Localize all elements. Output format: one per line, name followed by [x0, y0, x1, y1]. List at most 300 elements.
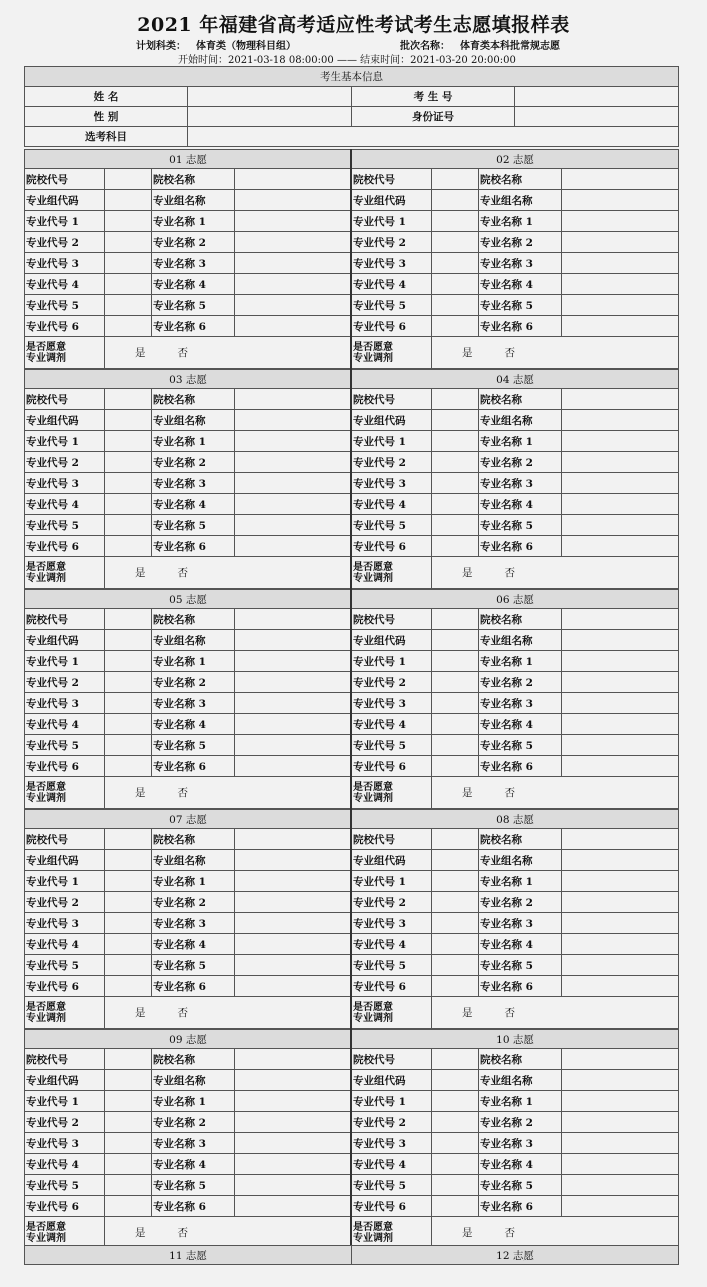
major-code-5-label: 专业代号 5: [25, 735, 105, 756]
school-code-label: 院校代号: [25, 609, 105, 630]
choice-block: [351, 1029, 679, 1249]
major-code-3-label: 专业代号 3: [25, 913, 105, 934]
major-code-2-label: 专业代号 2: [352, 452, 432, 473]
major-name-4-field[interactable]: [235, 274, 352, 295]
major-name-2-field[interactable]: [235, 452, 352, 473]
time-range: [178, 51, 516, 66]
major-name-5-field[interactable]: [235, 735, 352, 756]
major-name-3-label: 专业名称 3: [479, 253, 562, 274]
adjust-label-line2: 专业调剂: [26, 572, 66, 584]
group-name-field[interactable]: [235, 190, 352, 211]
major-code-6-field[interactable]: [432, 1196, 479, 1217]
major-code-6-label: 专业代号 6: [25, 976, 105, 997]
major-code-3-label: 专业代号 3: [352, 473, 432, 494]
adjust-yes-option[interactable]: 是: [462, 1227, 473, 1239]
major-code-3-field[interactable]: [432, 1133, 479, 1154]
major-code-2-label: 专业代号 2: [25, 452, 105, 473]
major-code-3-field[interactable]: [432, 913, 479, 934]
major-name-1-field[interactable]: [562, 651, 679, 672]
major-name-4-field[interactable]: [562, 274, 679, 295]
major-code-6-field[interactable]: [432, 976, 479, 997]
adjust-label-line2: 专业调剂: [26, 792, 66, 804]
major-code-5-label: 专业代号 5: [352, 1175, 432, 1196]
adjust-label-line1: 是否愿意: [353, 341, 393, 353]
group-name-label: 专业组名称: [152, 630, 235, 651]
choice-block: [351, 149, 679, 369]
major-code-2-field[interactable]: [105, 452, 152, 473]
group-code-label: 专业组代码: [25, 1070, 105, 1091]
choice-block: [24, 369, 352, 589]
group-name-field[interactable]: [562, 190, 679, 211]
major-name-3-field[interactable]: [235, 473, 352, 494]
major-code-3-field[interactable]: [105, 253, 152, 274]
major-name-2-field[interactable]: [235, 892, 352, 913]
adjust-label: [25, 1217, 105, 1249]
group-name-label: 专业组名称: [152, 410, 235, 431]
adjust-label: [352, 1217, 432, 1249]
school-code-field[interactable]: [432, 829, 479, 850]
major-name-5-label: 专业名称 5: [152, 295, 235, 316]
major-code-5-field[interactable]: [105, 1175, 152, 1196]
adjust-label-line2: 专业调剂: [353, 352, 393, 364]
major-name-6-label: 专业名称 6: [479, 316, 562, 337]
major-name-4-label: 专业名称 4: [152, 494, 235, 515]
adjust-no-option[interactable]: 否: [504, 347, 515, 359]
major-name-1-field[interactable]: [235, 1091, 352, 1112]
major-name-1-label: 专业名称 1: [152, 211, 235, 232]
major-code-1-field[interactable]: [105, 431, 152, 452]
major-code-1-label: 专业代号 1: [352, 431, 432, 452]
adjust-no-option[interactable]: 否: [177, 1227, 188, 1239]
adjust-yes-option[interactable]: 是: [462, 1007, 473, 1019]
major-code-5-field[interactable]: [432, 295, 479, 316]
school-name-field[interactable]: [562, 389, 679, 410]
adjust-label-line1: 是否愿意: [353, 781, 393, 793]
adjust-yes-option[interactable]: 是: [135, 787, 146, 799]
school-name-label: 院校名称: [152, 169, 235, 190]
major-code-6-label: 专业代号 6: [352, 536, 432, 557]
major-code-4-field[interactable]: [432, 494, 479, 515]
school-code-field[interactable]: [105, 829, 152, 850]
major-code-2-label: 专业代号 2: [25, 672, 105, 693]
adjust-no-option[interactable]: 否: [177, 567, 188, 579]
school-name-label: 院校名称: [152, 609, 235, 630]
major-code-1-label: 专业代号 1: [25, 871, 105, 892]
major-code-2-label: 专业代号 2: [352, 1112, 432, 1133]
major-name-6-field[interactable]: [562, 536, 679, 557]
major-name-2-field[interactable]: [562, 892, 679, 913]
major-name-4-label: 专业名称 4: [479, 274, 562, 295]
group-code-field[interactable]: [105, 630, 152, 651]
major-name-4-field[interactable]: [235, 1154, 352, 1175]
major-name-3-label: 专业名称 3: [479, 913, 562, 934]
school-code-field[interactable]: [105, 169, 152, 190]
major-name-5-field[interactable]: [562, 955, 679, 976]
major-code-5-field[interactable]: [432, 955, 479, 976]
major-name-6-field[interactable]: [562, 1196, 679, 1217]
major-code-6-label: 专业代号 6: [25, 316, 105, 337]
major-code-1-label: 专业代号 1: [352, 871, 432, 892]
school-name-field[interactable]: [562, 1049, 679, 1070]
major-name-1-field[interactable]: [562, 871, 679, 892]
major-code-1-label: 专业代号 1: [25, 651, 105, 672]
adjust-no-option[interactable]: 否: [504, 567, 515, 579]
major-code-2-field[interactable]: [432, 452, 479, 473]
major-name-3-field[interactable]: [562, 1133, 679, 1154]
major-name-1-label: 专业名称 1: [479, 211, 562, 232]
major-code-6-field[interactable]: [105, 316, 152, 337]
major-name-1-label: 专业名称 1: [152, 651, 235, 672]
major-code-6-field[interactable]: [432, 316, 479, 337]
major-code-2-label: 专业代号 2: [352, 232, 432, 253]
major-code-6-field[interactable]: [105, 1196, 152, 1217]
major-code-2-field[interactable]: [105, 1112, 152, 1133]
school-code-field[interactable]: [432, 389, 479, 410]
major-name-2-field[interactable]: [235, 232, 352, 253]
school-code-field[interactable]: [105, 1049, 152, 1070]
adjust-label-line2: 专业调剂: [26, 352, 66, 364]
major-code-1-field[interactable]: [432, 211, 479, 232]
major-name-4-label: 专业名称 4: [152, 714, 235, 735]
group-name-field[interactable]: [562, 630, 679, 651]
adjust-options: [432, 557, 679, 589]
major-code-5-field[interactable]: [432, 735, 479, 756]
major-name-2-field[interactable]: [562, 672, 679, 693]
school-code-field[interactable]: [432, 609, 479, 630]
major-name-3-field[interactable]: [562, 253, 679, 274]
major-name-3-label: 专业名称 3: [152, 913, 235, 934]
group-code-label: 专业组代码: [25, 190, 105, 211]
major-name-6-field[interactable]: [235, 1196, 352, 1217]
major-code-4-field[interactable]: [105, 494, 152, 515]
group-code-label: 专业组代码: [25, 850, 105, 871]
major-code-3-label: 专业代号 3: [25, 473, 105, 494]
major-name-2-field[interactable]: [562, 452, 679, 473]
school-code-label: 院校代号: [352, 389, 432, 410]
major-code-6-field[interactable]: [105, 976, 152, 997]
group-name-field[interactable]: [235, 850, 352, 871]
major-code-2-label: 专业代号 2: [25, 232, 105, 253]
major-name-6-field[interactable]: [562, 756, 679, 777]
major-name-5-label: 专业名称 5: [479, 1175, 562, 1196]
major-code-4-label: 专业代号 4: [25, 714, 105, 735]
major-name-3-field[interactable]: [562, 473, 679, 494]
major-name-4-label: 专业名称 4: [479, 934, 562, 955]
major-name-1-field[interactable]: [562, 211, 679, 232]
id-number-label: 身份证号: [352, 107, 515, 127]
major-code-2-field[interactable]: [105, 232, 152, 253]
school-code-label: 院校代号: [352, 1049, 432, 1070]
major-code-1-field[interactable]: [432, 871, 479, 892]
major-code-1-field[interactable]: [105, 871, 152, 892]
group-code-field[interactable]: [105, 410, 152, 431]
adjust-label: [352, 337, 432, 369]
group-name-field[interactable]: [235, 410, 352, 431]
exam-number-field[interactable]: [515, 87, 679, 107]
major-code-1-label: 专业代号 1: [352, 1091, 432, 1112]
choice-block: [24, 149, 352, 369]
major-code-4-field[interactable]: [432, 714, 479, 735]
adjust-label-line2: 专业调剂: [353, 792, 393, 804]
adjust-label-line2: 专业调剂: [353, 1012, 393, 1024]
adjust-label: [25, 777, 105, 809]
adjust-yes-option[interactable]: 是: [462, 567, 473, 579]
adjust-no-option[interactable]: 否: [177, 1007, 188, 1019]
adjust-label-line1: 是否愿意: [26, 341, 66, 353]
major-name-2-label: 专业名称 2: [479, 232, 562, 253]
major-name-1-field[interactable]: [235, 651, 352, 672]
major-code-3-field[interactable]: [105, 1133, 152, 1154]
major-code-4-field[interactable]: [105, 714, 152, 735]
name-field[interactable]: [188, 87, 352, 107]
major-code-4-field[interactable]: [105, 934, 152, 955]
adjust-no-option[interactable]: 否: [177, 787, 188, 799]
choices-right-column: [351, 149, 678, 1249]
major-name-6-label: 专业名称 6: [479, 756, 562, 777]
subjects-field[interactable]: [188, 127, 679, 147]
major-name-3-field[interactable]: [562, 693, 679, 714]
major-code-6-field[interactable]: [105, 536, 152, 557]
major-name-1-field[interactable]: [235, 211, 352, 232]
major-code-5-field[interactable]: [105, 735, 152, 756]
major-code-1-label: 专业代号 1: [25, 211, 105, 232]
adjust-options: [432, 1217, 679, 1249]
start-label: 开始时间：: [178, 55, 228, 66]
major-code-6-field[interactable]: [432, 756, 479, 777]
major-code-5-field[interactable]: [105, 515, 152, 536]
major-code-4-field[interactable]: [105, 1154, 152, 1175]
major-code-6-label: 专业代号 6: [352, 1196, 432, 1217]
major-name-6-field[interactable]: [235, 756, 352, 777]
name-label: 姓 名: [25, 87, 188, 107]
major-name-2-label: 专业名称 2: [479, 892, 562, 913]
major-code-4-field[interactable]: [432, 1154, 479, 1175]
major-code-5-field[interactable]: [432, 515, 479, 536]
major-name-6-field[interactable]: [235, 976, 352, 997]
group-code-field[interactable]: [105, 1070, 152, 1091]
major-code-6-label: 专业代号 6: [352, 756, 432, 777]
major-name-4-field[interactable]: [235, 494, 352, 515]
choice-header: 07 志愿: [25, 810, 352, 829]
major-name-3-field[interactable]: [235, 913, 352, 934]
school-name-field[interactable]: [562, 169, 679, 190]
major-name-4-field[interactable]: [562, 934, 679, 955]
major-code-3-field[interactable]: [105, 693, 152, 714]
form-title: 2021 年福建省高考适应性考试考生志愿填报样表: [137, 14, 570, 36]
adjust-no-option[interactable]: 否: [177, 347, 188, 359]
major-name-5-field[interactable]: [235, 1175, 352, 1196]
adjust-yes-option[interactable]: 是: [135, 567, 146, 579]
major-name-2-field[interactable]: [562, 1112, 679, 1133]
group-name-field[interactable]: [562, 1070, 679, 1091]
group-code-field[interactable]: [105, 850, 152, 871]
major-name-5-label: 专业名称 5: [152, 1175, 235, 1196]
major-name-4-field[interactable]: [235, 934, 352, 955]
adjust-options: [105, 337, 352, 369]
major-code-6-field[interactable]: [432, 536, 479, 557]
group-name-label: 专业组名称: [479, 850, 562, 871]
major-name-1-label: 专业名称 1: [152, 1091, 235, 1112]
school-code-label: 院校代号: [25, 389, 105, 410]
major-name-6-field[interactable]: [562, 316, 679, 337]
group-name-label: 专业组名称: [479, 630, 562, 651]
school-name-field[interactable]: [235, 829, 352, 850]
school-name-label: 院校名称: [479, 169, 562, 190]
major-name-4-field[interactable]: [562, 714, 679, 735]
major-name-4-field[interactable]: [235, 714, 352, 735]
major-code-2-field[interactable]: [432, 892, 479, 913]
group-code-field[interactable]: [105, 190, 152, 211]
school-code-field[interactable]: [432, 169, 479, 190]
adjust-yes-option[interactable]: 是: [135, 1227, 146, 1239]
major-code-3-field[interactable]: [105, 913, 152, 934]
major-name-3-label: 专业名称 3: [479, 693, 562, 714]
school-name-label: 院校名称: [479, 609, 562, 630]
school-name-label: 院校名称: [479, 389, 562, 410]
major-code-3-label: 专业代号 3: [25, 1133, 105, 1154]
major-code-2-field[interactable]: [432, 1112, 479, 1133]
major-name-3-field[interactable]: [235, 253, 352, 274]
choice-block: [351, 809, 679, 1029]
choice-header: 03 志愿: [25, 370, 352, 389]
major-code-5-label: 专业代号 5: [352, 295, 432, 316]
group-code-field[interactable]: [432, 190, 479, 211]
major-name-3-field[interactable]: [235, 693, 352, 714]
major-code-1-label: 专业代号 1: [352, 651, 432, 672]
major-code-3-field[interactable]: [432, 253, 479, 274]
major-code-3-label: 专业代号 3: [352, 693, 432, 714]
major-name-3-field[interactable]: [235, 1133, 352, 1154]
major-name-6-field[interactable]: [235, 316, 352, 337]
major-code-1-field[interactable]: [432, 1091, 479, 1112]
choice-header: 06 志愿: [352, 590, 679, 609]
exam-number-label: 考 生 号: [352, 87, 515, 107]
group-name-field[interactable]: [235, 1070, 352, 1091]
major-name-5-field[interactable]: [562, 295, 679, 316]
adjust-label-line2: 专业调剂: [26, 1232, 66, 1244]
major-code-1-field[interactable]: [105, 211, 152, 232]
school-name-field[interactable]: [235, 1049, 352, 1070]
major-name-1-field[interactable]: [562, 1091, 679, 1112]
school-name-field[interactable]: [562, 609, 679, 630]
school-name-field[interactable]: [562, 829, 679, 850]
major-code-1-label: 专业代号 1: [352, 211, 432, 232]
group-code-label: 专业组代码: [352, 190, 432, 211]
major-code-3-field[interactable]: [105, 473, 152, 494]
major-code-6-field[interactable]: [105, 756, 152, 777]
major-name-3-field[interactable]: [562, 913, 679, 934]
adjust-no-option[interactable]: 否: [504, 787, 515, 799]
end-value: 2021-03-20 20:00:00: [410, 55, 516, 66]
major-name-2-field[interactable]: [562, 232, 679, 253]
group-code-field[interactable]: [432, 850, 479, 871]
major-name-4-field[interactable]: [562, 1154, 679, 1175]
major-name-5-field[interactable]: [562, 735, 679, 756]
major-code-4-field[interactable]: [432, 934, 479, 955]
adjust-label-line2: 专业调剂: [26, 1012, 66, 1024]
adjust-yes-option[interactable]: 是: [135, 347, 146, 359]
major-code-3-field[interactable]: [432, 473, 479, 494]
major-name-1-field[interactable]: [562, 431, 679, 452]
major-name-2-label: 专业名称 2: [479, 1112, 562, 1133]
group-code-field[interactable]: [432, 1070, 479, 1091]
major-name-4-field[interactable]: [562, 494, 679, 515]
major-code-1-field[interactable]: [105, 1091, 152, 1112]
major-name-2-field[interactable]: [235, 1112, 352, 1133]
choice-header: 10 志愿: [352, 1030, 679, 1049]
major-code-4-field[interactable]: [432, 274, 479, 295]
adjust-label: [352, 997, 432, 1029]
major-code-3-field[interactable]: [432, 693, 479, 714]
school-name-field[interactable]: [235, 389, 352, 410]
school-name-field[interactable]: [235, 169, 352, 190]
major-code-2-field[interactable]: [432, 232, 479, 253]
column-divider: [350, 149, 352, 1265]
major-code-4-field[interactable]: [105, 274, 152, 295]
school-code-field[interactable]: [432, 1049, 479, 1070]
adjust-yes-option[interactable]: 是: [135, 1007, 146, 1019]
group-code-field[interactable]: [432, 410, 479, 431]
major-name-5-label: 专业名称 5: [479, 515, 562, 536]
major-code-4-label: 专业代号 4: [25, 494, 105, 515]
major-code-1-field[interactable]: [432, 651, 479, 672]
major-name-1-field[interactable]: [235, 871, 352, 892]
choice-block: [24, 809, 352, 1029]
adjust-no-option[interactable]: 否: [504, 1227, 515, 1239]
major-name-5-field[interactable]: [235, 295, 352, 316]
major-name-6-field[interactable]: [562, 976, 679, 997]
adjust-no-option[interactable]: 否: [504, 1007, 515, 1019]
major-code-2-field[interactable]: [432, 672, 479, 693]
plan-category: [136, 37, 296, 52]
start-value: 2021-03-18 08:00:00: [228, 55, 334, 66]
major-code-2-label: 专业代号 2: [25, 892, 105, 913]
adjust-options: [105, 557, 352, 589]
adjust-yes-option[interactable]: 是: [462, 347, 473, 359]
major-name-5-field[interactable]: [235, 515, 352, 536]
major-code-1-field[interactable]: [432, 431, 479, 452]
major-code-2-field[interactable]: [105, 672, 152, 693]
gender-field[interactable]: [188, 107, 352, 127]
major-code-3-label: 专业代号 3: [25, 253, 105, 274]
major-code-5-field[interactable]: [432, 1175, 479, 1196]
major-name-5-field[interactable]: [235, 955, 352, 976]
major-name-6-field[interactable]: [235, 536, 352, 557]
school-name-field[interactable]: [235, 609, 352, 630]
major-name-5-field[interactable]: [562, 515, 679, 536]
choice-header: 02 志愿: [352, 150, 679, 169]
major-name-2-label: 专业名称 2: [479, 452, 562, 473]
major-code-2-field[interactable]: [105, 892, 152, 913]
group-name-field[interactable]: [562, 850, 679, 871]
school-code-field[interactable]: [105, 609, 152, 630]
group-name-field[interactable]: [235, 630, 352, 651]
id-number-field[interactable]: [515, 107, 679, 127]
major-code-5-field[interactable]: [105, 295, 152, 316]
major-code-5-field[interactable]: [105, 955, 152, 976]
group-name-field[interactable]: [562, 410, 679, 431]
group-code-field[interactable]: [432, 630, 479, 651]
adjust-yes-option[interactable]: 是: [462, 787, 473, 799]
school-code-field[interactable]: [105, 389, 152, 410]
major-name-1-field[interactable]: [235, 431, 352, 452]
major-name-3-label: 专业名称 3: [479, 1133, 562, 1154]
major-code-1-field[interactable]: [105, 651, 152, 672]
major-name-2-field[interactable]: [235, 672, 352, 693]
major-code-5-label: 专业代号 5: [25, 295, 105, 316]
adjust-label-line1: 是否愿意: [353, 561, 393, 573]
major-name-5-field[interactable]: [562, 1175, 679, 1196]
